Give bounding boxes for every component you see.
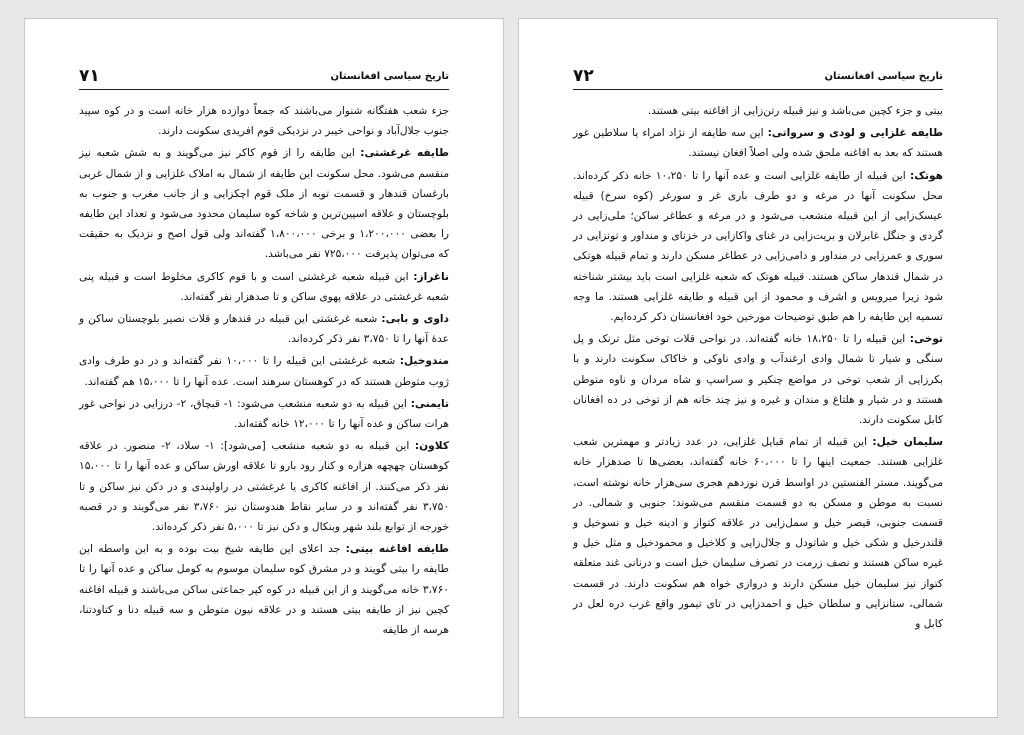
paragraph	[79, 351, 449, 391]
page-number: ۷۲	[573, 66, 594, 86]
paragraph-heading: سلیمان خیل:	[872, 436, 943, 449]
paragraph-text: این سه طایفه از نژاد امراء یا سلاطین غور هستند که بعد به افاغنه ملحق شده ولی اصلاً افغان نیستند.	[573, 127, 943, 160]
paragraph	[573, 123, 943, 163]
paragraph-text: این قبیله به دو شعبه منشعب می‌شود: ۱- قبچاق، ۲- درزایی در نواحی غور هرات ساکن و عده آنها را تا ۱۲،۰۰۰ خانه گفته‌اند.	[79, 397, 449, 431]
right-page	[518, 18, 998, 718]
left-page-header	[79, 65, 449, 90]
paragraph	[79, 143, 449, 264]
right-page-header	[573, 65, 943, 90]
paragraph-text: این قبیله را تا ۱۸،۲۵۰ خانه گفته‌اند. در نواحی قلات توخی مثل ترنک و پل سنگی و شیار تا شمال وادی ارغندآب و وادی ناوکی و خاکاک سکونت دارند و با بکرزایی از شعب توخی در مواضع چنکیر و سراسپ و شاه مردان و ناوه متوطن هستند و در شیار و هلتاغ و مندان و غیره و نیز چند خانه هم از توخی در ده افغانان کابل سکونت دارند.	[573, 333, 943, 427]
paragraph-text: شعبه غرغشتی این قبیله را تا ۱۰،۰۰۰ نفر گفته‌اند و در دو طرف وادی ژوب متوطن هستند که در کوهستان سرهند است. عده آنها را تا ۱۵،۰۰۰ هم گفته‌اند.	[79, 355, 449, 388]
left-page	[24, 18, 504, 718]
paragraph	[79, 309, 449, 349]
paragraph-text: این طایفه را از قوم کاکر نیز می‌گویند و به شش شعبه نیز منقسم می‌شود. محل سکونت این طایفه از شمال به املاک غلزایی و از شمال غربی بارغسان قندهار و قسمت توبه از ملک قوم اچکزایی و از جانب مغرب و جنوب به بلوچستان و علاقه اسپین‌ترین و شاخه کوه سلیمان محدود می‌شود و تعداد این طایفه را بعضی ۱،۲۰۰،۰۰۰ و برخی ۱،۸۰۰،۰۰۰ گفته‌اند ولی قول اصح و نزدیک به حقیقت که می‌توان پذیرفت ۷۲۵،۰۰۰ نفر می‌باشد.	[79, 147, 450, 261]
running-title: تاریخ سیاسی افغانستان	[824, 71, 943, 82]
paragraph-heading: هوتک:	[909, 169, 944, 182]
paragraph-text: بیتی و جزء کچین می‌باشد و نیز قبیله رتن‌زایی از افاغنه بیتی هستند.	[647, 105, 943, 117]
paragraph-heading: طایفه افاغنه بیتی:	[345, 543, 449, 556]
paragraph	[573, 432, 943, 634]
paragraph-heading: تایمنی:	[410, 397, 450, 410]
paragraph	[79, 394, 449, 434]
paragraph-text: شعبه غرغشتی این قبیله در قندهار و قلات نصیر بلوچستان ساکن و عدهٔ آنها را تا ۳،۷۵۰ نفر ذکر کرده‌اند.	[79, 313, 449, 346]
paragraph-heading: داوی و بابی:	[381, 313, 449, 326]
paragraph	[79, 101, 449, 141]
paragraph-heading: ناغراز:	[413, 270, 449, 283]
paragraph-heading: مندوخیل:	[399, 355, 449, 368]
paragraph	[79, 436, 449, 537]
paragraph-text: جد اعلای این طایفه شیخ بیت بوده و به این واسطه این طایفه را بیتی گویند و در مشرق کوه سلیمان موسوم به کومل ساکن و عده آنها را تا ۳،۷۶۰ خانه می‌گویند و از این قبیله در کوه کپر جماعتی ساکن می‌باشند و قبیله افاغنه کچین نیز از طایفه بیتی هستند و در علاقه نیون متوطن و سه قبیله دنا و کتاودتنا، هرسه از طایفه	[79, 543, 449, 637]
running-title: تاریخ سیاسی افغانستان	[330, 71, 449, 82]
left-page-body	[79, 101, 449, 697]
paragraph-heading: توخی:	[909, 333, 943, 346]
paragraph	[79, 267, 449, 307]
paragraph	[573, 329, 943, 430]
paragraph-text: جزء شعب هفتگانه شنوار می‌باشند که جمعاً دوازده هزار خانه است و در کوه سپید جنوب جلال‌آباد و نواحی خیبر در نزدیکی قوم افریدی سکونت دارند.	[79, 105, 449, 138]
paragraph	[573, 166, 943, 328]
paragraph-text: این قبیله شعبه غرغشتی است و با قوم کاکری مخلوط است و قبیله پنی شعبه غرغشتی در علاقه پهوی ساکن و تا صدهزار نفر گفته‌اند.	[79, 270, 449, 303]
right-page-body	[573, 101, 943, 697]
page-number: ۷۱	[79, 66, 100, 86]
paragraph	[573, 101, 943, 121]
paragraph-text: این قبیله از طایفه غلزایی است و عده آنها را تا ۱۰،۲۵۰ خانه ذکر کرده‌اند. محل سکونت آنها در مرغه و دو طرف باری غر و سورغر (کوه سرخ) قبیله عیسک‌زایی از این قبیله منشعب می‌شود و در مرغه و عطاغر ساکن؛ ملی‌زایی در گردی و جنگل غابرلان و بریت‌زایی در غنای واکازایی در خزنای و منداور و تونزایی در سوری و عمرزایی در منداور و دامی‌زایی در عطاغر مسکن دارند و تمام قبیله هوتکی در شمال قندهار ساکن هستند. قبیله هوتک که شعبه غلزایی است باید بیشتر شناخته شود زیرا میرویس و اشرف و محمود از این قبیله و طایفه غلزایی هستند. ما وجه تسمیه این طایفه را هم طبق توضیحات مورخین خود افغانستان ذکر کرده‌ایم.	[573, 169, 943, 324]
paragraph	[79, 539, 449, 640]
paragraph-heading: طایفه غرغشتی:	[360, 147, 449, 160]
paragraph-heading: کلاون:	[414, 440, 449, 453]
paragraph-text: این قبیله از تمام قبایل غلزایی، در عدد زیادتر و مهمترین شعب غلزایی هستند. جمعیت اینها را تا ۶۰،۰۰۰ خانه گفته‌اند، بعضی‌ها تا صدهزار خانه می‌گویند. مستر الفنستین در اواسط قرن نوزدهم هجری سی‌هزار خانه نوشته است، نسبت به موطن و مسکن به دو قسمت منقسم می‌شوند: جنوبی و شمالی. در قسمت جنوبی، قیصر خیل و سمل‌زایی در علاقه کتواز و ادینه خیل و نسوخیل و قلندرخیل و شکی خیل و شاتودل و جلال‌زایی و کلاخیل و محمودخیل و مثل خیل و غیره ساکن هستند و نصف زرمت در تصرف سلیمان خیل است و درنانی غند متعلقه کتواز نیز سلیمان خیل مسکن دارند و دروازی خواه هم سکونت دارند. در قسمت شمالی، ستانزایی و سلطان خیل و احمدزایی در تای تیمور واقع غرب دره لعل در کابل و	[573, 436, 943, 631]
paragraph-text: این قبیله به دو شعبه منشعب [می‌شود]: ۱- سلاد، ۲- منصور. در علاقه کوهستان چهچهه هزاره و کنار رود بارو تا علاقه اورش ساکن و عده آنها را تا ۱۵،۰۰۰ نفر ذکر می‌کنند. از افاغنه کاکری یا غرغشتی در راولپندی و در دکن نیز ساکن و تا ۳،۷۵۰ نفر گفته‌اند و در سایر نقاط هندوستان نیز ۳،۷۶۰ نفر می‌گویند و در قصبه خورجه از توابع بلند شهر وبنکال و دکن نیز تا ۵،۰۰۰ نفر ذکر کرده‌اند.	[79, 440, 450, 534]
paragraph-heading: طایفه غلزایی و لودی و سرواتی:	[767, 127, 944, 140]
